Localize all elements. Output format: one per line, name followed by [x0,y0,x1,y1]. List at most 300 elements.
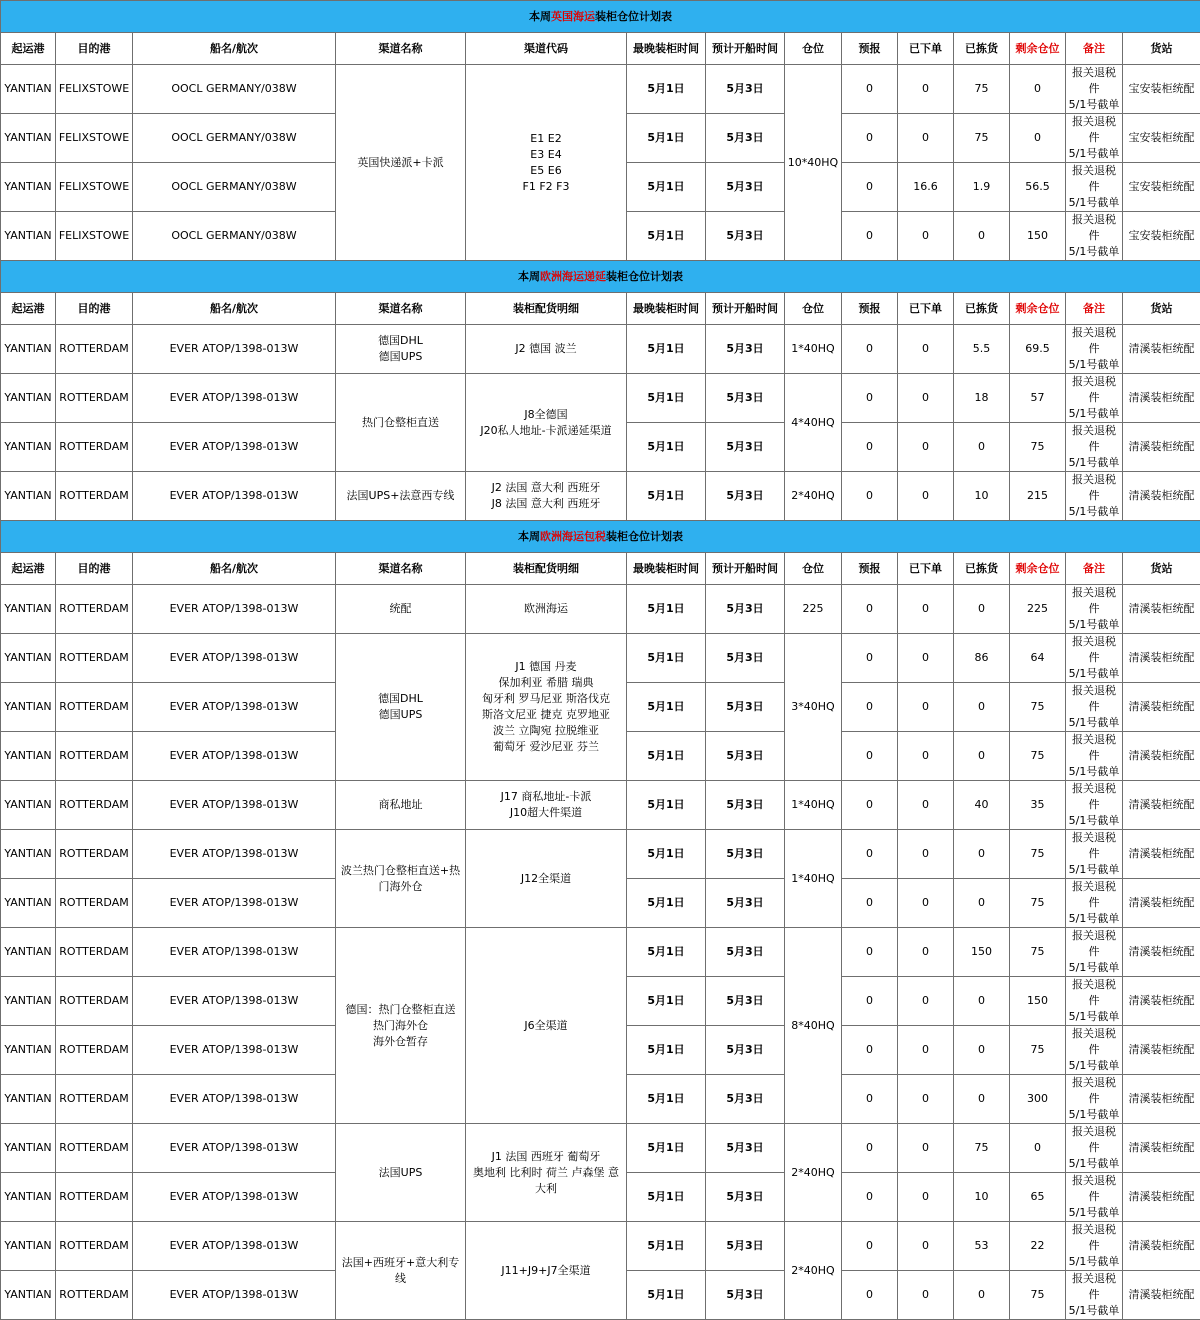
ordered-cell: 0 [898,1222,954,1271]
station-cell: 清溪装柜统配 [1123,1026,1200,1075]
remaining-cell: 0 [1010,1124,1066,1173]
destination-port-cell: ROTTERDAM [56,1124,133,1173]
departure-date-cell: 5月3日 [706,325,785,374]
origin-port-cell: YANTIAN [1,65,56,114]
remark-cell: 报关退税件 5/1号截单 [1066,65,1123,114]
channel-name-cell: 德国DHL 德国UPS [336,634,466,781]
destination-port-cell: ROTTERDAM [56,1026,133,1075]
departure-date-cell: 5月3日 [706,1075,785,1124]
station-cell: 清溪装柜统配 [1123,585,1200,634]
ordered-cell: 0 [898,683,954,732]
ordered-header: 已下单 [898,553,954,585]
remark-cell: 报关退税件 5/1号截单 [1066,1173,1123,1222]
ordered-cell: 16.6 [898,163,954,212]
forecast-header: 预报 [842,553,898,585]
origin-port-cell: YANTIAN [1,634,56,683]
forecast-cell: 0 [842,1124,898,1173]
forecast-cell: 0 [842,114,898,163]
destination-port-cell: ROTTERDAM [56,1271,133,1320]
departure-date-cell: 5月3日 [706,879,785,928]
table-row [1,634,1200,683]
section-title-suffix: 装柜仓位计划表 [606,530,683,543]
channel-detail-cell: J2 德国 波兰 [466,325,627,374]
ordered-cell: 0 [898,634,954,683]
deadline-header: 最晚装柜时间 [627,33,706,65]
ordered-cell: 0 [898,212,954,261]
vessel-voyage-cell: EVER ATOP/1398-013W [133,423,336,472]
picked-cell: 0 [954,732,1010,781]
ordered-cell: 0 [898,879,954,928]
destination-port-cell: ROTTERDAM [56,1222,133,1271]
station-cell: 清溪装柜统配 [1123,732,1200,781]
vessel-voyage-cell: EVER ATOP/1398-013W [133,1271,336,1320]
column-header-row [1,553,1200,585]
loading-deadline-cell: 5月1日 [627,114,706,163]
departure-date-cell: 5月3日 [706,634,785,683]
origin-port-cell: YANTIAN [1,879,56,928]
remaining-cell: 75 [1010,1026,1066,1075]
loading-deadline-cell: 5月1日 [627,781,706,830]
ordered-cell: 0 [898,423,954,472]
vessel-voyage-cell: EVER ATOP/1398-013W [133,1026,336,1075]
channel-name-cell: 法国UPS+法意西专线 [336,472,466,521]
station-header: 货站 [1123,553,1200,585]
forecast-cell: 0 [842,732,898,781]
loading-deadline-cell: 5月1日 [627,879,706,928]
destination-header: 目的港 [56,293,133,325]
station-header: 货站 [1123,293,1200,325]
station-cell: 清溪装柜统配 [1123,634,1200,683]
forecast-cell: 0 [842,1271,898,1320]
table-row [1,781,1200,830]
loading-deadline-cell: 5月1日 [627,472,706,521]
vessel-voyage-cell: EVER ATOP/1398-013W [133,585,336,634]
channel-name-cell: 德国DHL 德国UPS [336,325,466,374]
destination-port-cell: ROTTERDAM [56,830,133,879]
loading-deadline-cell: 5月1日 [627,325,706,374]
origin-port-cell: YANTIAN [1,830,56,879]
channel-name-cell: 法国+西班牙+意大利专线 [336,1222,466,1320]
station-cell: 清溪装柜统配 [1123,977,1200,1026]
departure-date-cell: 5月3日 [706,585,785,634]
remaining-cell: 22 [1010,1222,1066,1271]
destination-port-cell: ROTTERDAM [56,634,133,683]
ordered-cell: 0 [898,781,954,830]
section-title [1,261,1200,293]
detail-header: 装柜配货明细 [466,553,627,585]
picked-cell: 0 [954,212,1010,261]
picked-cell: 40 [954,781,1010,830]
ordered-cell: 0 [898,1026,954,1075]
forecast-cell: 0 [842,683,898,732]
vessel-voyage-cell: OOCL GERMANY/038W [133,163,336,212]
forecast-cell: 0 [842,634,898,683]
remark-cell: 报关退税件 5/1号截单 [1066,634,1123,683]
channel-detail-cell: E1 E2 E3 E4 E5 E6 F1 F2 F3 [466,65,627,261]
channel-name-cell: 商私地址 [336,781,466,830]
departure-header: 预计开船时间 [706,33,785,65]
forecast-cell: 0 [842,1173,898,1222]
remaining-header: 剩余仓位 [1010,553,1066,585]
picked-cell: 0 [954,683,1010,732]
table-row [1,1222,1200,1271]
space-cell: 2*40HQ [785,472,842,521]
destination-header: 目的港 [56,553,133,585]
origin-header: 起运港 [1,553,56,585]
remark-header: 备注 [1066,293,1123,325]
vessel-voyage-cell: EVER ATOP/1398-013W [133,879,336,928]
space-cell: 1*40HQ [785,781,842,830]
origin-port-cell: YANTIAN [1,781,56,830]
vessel-voyage-cell: EVER ATOP/1398-013W [133,1173,336,1222]
departure-header: 预计开船时间 [706,293,785,325]
loading-deadline-cell: 5月1日 [627,374,706,423]
space-cell: 4*40HQ [785,374,842,472]
forecast-cell: 0 [842,1222,898,1271]
channel-detail-cell: J8全德国 J20私人地址-卡派递延渠道 [466,374,627,472]
forecast-cell: 0 [842,472,898,521]
loading-deadline-cell: 5月1日 [627,1124,706,1173]
origin-port-cell: YANTIAN [1,1173,56,1222]
section-title-prefix: 本周 [529,10,551,23]
channel-name-cell: 法国UPS [336,1124,466,1222]
remark-cell: 报关退税件 5/1号截单 [1066,732,1123,781]
picked-cell: 0 [954,1026,1010,1075]
loading-deadline-cell: 5月1日 [627,1026,706,1075]
picked-cell: 10 [954,1173,1010,1222]
destination-header: 目的港 [56,33,133,65]
remaining-cell: 150 [1010,212,1066,261]
channel-detail-cell: J1 法国 西班牙 葡萄牙 奥地利 比利时 荷兰 卢森堡 意 大利 [466,1124,627,1222]
destination-port-cell: FELIXSTOWE [56,212,133,261]
station-cell: 清溪装柜统配 [1123,879,1200,928]
ordered-cell: 0 [898,374,954,423]
channel-name-cell: 热门仓整柜直送 [336,374,466,472]
station-cell: 宝安装柜统配 [1123,163,1200,212]
destination-port-cell: ROTTERDAM [56,472,133,521]
departure-date-cell: 5月3日 [706,423,785,472]
loading-deadline-cell: 5月1日 [627,634,706,683]
vessel-voyage-cell: EVER ATOP/1398-013W [133,732,336,781]
origin-port-cell: YANTIAN [1,374,56,423]
detail-header: 装柜配货明细 [466,293,627,325]
picked-cell: 75 [954,65,1010,114]
remaining-cell: 225 [1010,585,1066,634]
remark-cell: 报关退税件 5/1号截单 [1066,1271,1123,1320]
remaining-header: 剩余仓位 [1010,33,1066,65]
forecast-cell: 0 [842,325,898,374]
origin-port-cell: YANTIAN [1,1075,56,1124]
channel-header: 渠道名称 [336,293,466,325]
picked-cell: 18 [954,374,1010,423]
remaining-cell: 75 [1010,683,1066,732]
ordered-cell: 0 [898,1271,954,1320]
loading-deadline-cell: 5月1日 [627,683,706,732]
table-row [1,830,1200,879]
forecast-cell: 0 [842,163,898,212]
space-cell: 2*40HQ [785,1124,842,1222]
channel-detail-cell: J6全渠道 [466,928,627,1124]
remaining-header: 剩余仓位 [1010,293,1066,325]
station-cell: 清溪装柜统配 [1123,1075,1200,1124]
remark-cell: 报关退税件 5/1号截单 [1066,1075,1123,1124]
destination-port-cell: FELIXSTOWE [56,163,133,212]
detail-header: 渠道代码 [466,33,627,65]
loading-deadline-cell: 5月1日 [627,830,706,879]
departure-date-cell: 5月3日 [706,732,785,781]
picked-cell: 10 [954,472,1010,521]
remark-cell: 报关退税件 5/1号截单 [1066,163,1123,212]
origin-header: 起运港 [1,293,56,325]
picked-cell: 0 [954,830,1010,879]
remark-cell: 报关退税件 5/1号截单 [1066,212,1123,261]
station-cell: 清溪装柜统配 [1123,1124,1200,1173]
channel-name-cell: 统配 [336,585,466,634]
picked-cell: 86 [954,634,1010,683]
picked-header: 已拣货 [954,553,1010,585]
forecast-cell: 0 [842,1026,898,1075]
ordered-cell: 0 [898,585,954,634]
space-cell: 225 [785,585,842,634]
ordered-cell: 0 [898,928,954,977]
remaining-cell: 150 [1010,977,1066,1026]
vessel-voyage-cell: EVER ATOP/1398-013W [133,781,336,830]
station-cell: 清溪装柜统配 [1123,781,1200,830]
channel-name-cell: 英国快递派+卡派 [336,65,466,261]
station-cell: 清溪装柜统配 [1123,472,1200,521]
origin-port-cell: YANTIAN [1,325,56,374]
remark-cell: 报关退税件 5/1号截单 [1066,374,1123,423]
picked-cell: 75 [954,114,1010,163]
departure-date-cell: 5月3日 [706,1026,785,1075]
remark-cell: 报关退税件 5/1号截单 [1066,683,1123,732]
departure-date-cell: 5月3日 [706,212,785,261]
channel-header: 渠道名称 [336,553,466,585]
space-header: 仓位 [785,33,842,65]
channel-detail-cell: 欧洲海运 [466,585,627,634]
loading-deadline-cell: 5月1日 [627,585,706,634]
vessel-voyage-cell: EVER ATOP/1398-013W [133,472,336,521]
destination-port-cell: ROTTERDAM [56,325,133,374]
station-cell: 清溪装柜统配 [1123,1271,1200,1320]
space-cell: 1*40HQ [785,325,842,374]
table-row [1,928,1200,977]
column-header-row [1,293,1200,325]
destination-port-cell: FELIXSTOWE [56,114,133,163]
forecast-cell: 0 [842,977,898,1026]
station-cell: 清溪装柜统配 [1123,1173,1200,1222]
departure-date-cell: 5月3日 [706,114,785,163]
remark-cell: 报关退税件 5/1号截单 [1066,325,1123,374]
remark-cell: 报关退税件 5/1号截单 [1066,1222,1123,1271]
section-title-prefix: 本周 [518,530,540,543]
loading-deadline-cell: 5月1日 [627,423,706,472]
remark-cell: 报关退税件 5/1号截单 [1066,423,1123,472]
deadline-header: 最晚装柜时间 [627,553,706,585]
vessel-voyage-cell: EVER ATOP/1398-013W [133,374,336,423]
section-title [1,1,1200,33]
ordered-cell: 0 [898,472,954,521]
vessel-voyage-cell: EVER ATOP/1398-013W [133,1222,336,1271]
destination-port-cell: ROTTERDAM [56,585,133,634]
space-cell: 10*40HQ [785,65,842,261]
station-cell: 宝安装柜统配 [1123,65,1200,114]
remaining-cell: 75 [1010,1271,1066,1320]
departure-date-cell: 5月3日 [706,1173,785,1222]
picked-cell: 0 [954,879,1010,928]
remaining-cell: 65 [1010,1173,1066,1222]
destination-port-cell: ROTTERDAM [56,374,133,423]
section-title-suffix: 装柜仓位计划表 [595,10,672,23]
loading-deadline-cell: 5月1日 [627,928,706,977]
remaining-cell: 75 [1010,423,1066,472]
vessel-voyage-cell: EVER ATOP/1398-013W [133,1124,336,1173]
remaining-cell: 300 [1010,1075,1066,1124]
vessel-voyage-cell: EVER ATOP/1398-013W [133,1075,336,1124]
ordered-cell: 0 [898,1124,954,1173]
remark-cell: 报关退税件 5/1号截单 [1066,977,1123,1026]
deadline-header: 最晚装柜时间 [627,293,706,325]
remaining-cell: 0 [1010,65,1066,114]
picked-cell: 150 [954,928,1010,977]
departure-date-cell: 5月3日 [706,683,785,732]
departure-date-cell: 5月3日 [706,928,785,977]
origin-port-cell: YANTIAN [1,1271,56,1320]
channel-detail-cell: J12全渠道 [466,830,627,928]
forecast-cell: 0 [842,585,898,634]
remark-cell: 报关退税件 5/1号截单 [1066,928,1123,977]
ordered-header: 已下单 [898,293,954,325]
origin-header: 起运港 [1,33,56,65]
forecast-cell: 0 [842,879,898,928]
section-title-prefix: 本周 [518,270,540,283]
picked-cell: 5.5 [954,325,1010,374]
origin-port-cell: YANTIAN [1,1124,56,1173]
picked-header: 已拣货 [954,33,1010,65]
origin-port-cell: YANTIAN [1,212,56,261]
space-cell: 3*40HQ [785,634,842,781]
section-banner-row [1,261,1200,293]
destination-port-cell: ROTTERDAM [56,732,133,781]
vessel-voyage-cell: EVER ATOP/1398-013W [133,977,336,1026]
loading-deadline-cell: 5月1日 [627,977,706,1026]
loading-deadline-cell: 5月1日 [627,732,706,781]
section-banner-row [1,521,1200,553]
vessel-voyage-cell: OOCL GERMANY/038W [133,114,336,163]
remark-cell: 报关退税件 5/1号截单 [1066,781,1123,830]
destination-port-cell: ROTTERDAM [56,1173,133,1222]
vessel-voyage-cell: OOCL GERMANY/038W [133,212,336,261]
station-cell: 清溪装柜统配 [1123,423,1200,472]
loading-deadline-cell: 5月1日 [627,1075,706,1124]
section-title-highlight: 欧洲海运递延 [540,270,606,283]
remaining-cell: 57 [1010,374,1066,423]
departure-date-cell: 5月3日 [706,977,785,1026]
ordered-cell: 0 [898,114,954,163]
departure-date-cell: 5月3日 [706,65,785,114]
ordered-cell: 0 [898,732,954,781]
loading-deadline-cell: 5月1日 [627,163,706,212]
origin-port-cell: YANTIAN [1,1222,56,1271]
vessel-voyage-cell: EVER ATOP/1398-013W [133,683,336,732]
origin-port-cell: YANTIAN [1,114,56,163]
channel-detail-cell: J2 法国 意大利 西班牙 J8 法国 意大利 西班牙 [466,472,627,521]
remaining-cell: 0 [1010,114,1066,163]
vessel-voyage-cell: EVER ATOP/1398-013W [133,325,336,374]
origin-port-cell: YANTIAN [1,163,56,212]
remark-cell: 报关退税件 5/1号截单 [1066,830,1123,879]
forecast-cell: 0 [842,928,898,977]
destination-port-cell: ROTTERDAM [56,683,133,732]
channel-name-cell: 波兰热门仓整柜直送+热 门海外仓 [336,830,466,928]
departure-date-cell: 5月3日 [706,163,785,212]
picked-cell: 1.9 [954,163,1010,212]
station-cell: 宝安装柜统配 [1123,114,1200,163]
remaining-cell: 215 [1010,472,1066,521]
loading-deadline-cell: 5月1日 [627,65,706,114]
remark-cell: 报关退税件 5/1号截单 [1066,879,1123,928]
origin-port-cell: YANTIAN [1,1026,56,1075]
remaining-cell: 64 [1010,634,1066,683]
section-title [1,521,1200,553]
station-cell: 清溪装柜统配 [1123,325,1200,374]
ordered-cell: 0 [898,65,954,114]
picked-cell: 0 [954,1075,1010,1124]
station-cell: 清溪装柜统配 [1123,374,1200,423]
remark-header: 备注 [1066,33,1123,65]
section-title-highlight: 欧洲海运包税 [540,530,606,543]
forecast-cell: 0 [842,65,898,114]
picked-cell: 0 [954,1271,1010,1320]
forecast-cell: 0 [842,1075,898,1124]
ordered-header: 已下单 [898,33,954,65]
ordered-cell: 0 [898,1173,954,1222]
table-row [1,1124,1200,1173]
picked-cell: 0 [954,585,1010,634]
remark-cell: 报关退税件 5/1号截单 [1066,1124,1123,1173]
origin-port-cell: YANTIAN [1,683,56,732]
station-header: 货站 [1123,33,1200,65]
station-cell: 清溪装柜统配 [1123,928,1200,977]
section-title-suffix: 装柜仓位计划表 [606,270,683,283]
remark-cell: 报关退税件 5/1号截单 [1066,472,1123,521]
destination-port-cell: ROTTERDAM [56,781,133,830]
destination-port-cell: ROTTERDAM [56,423,133,472]
ordered-cell: 0 [898,830,954,879]
vessel-voyage-cell: EVER ATOP/1398-013W [133,830,336,879]
forecast-cell: 0 [842,781,898,830]
remark-cell: 报关退税件 5/1号截单 [1066,585,1123,634]
ordered-cell: 0 [898,977,954,1026]
table-row [1,585,1200,634]
origin-port-cell: YANTIAN [1,585,56,634]
remark-cell: 报关退税件 5/1号截单 [1066,114,1123,163]
remaining-cell: 75 [1010,928,1066,977]
vessel-header: 船名/航次 [133,293,336,325]
destination-port-cell: ROTTERDAM [56,879,133,928]
ordered-cell: 0 [898,1075,954,1124]
picked-cell: 0 [954,977,1010,1026]
forecast-cell: 0 [842,830,898,879]
section-banner-row [1,1,1200,33]
remaining-cell: 56.5 [1010,163,1066,212]
table-row [1,65,1200,114]
remark-header: 备注 [1066,553,1123,585]
forecast-header: 预报 [842,293,898,325]
vessel-voyage-cell: OOCL GERMANY/038W [133,65,336,114]
remaining-cell: 75 [1010,732,1066,781]
space-cell: 2*40HQ [785,1222,842,1320]
